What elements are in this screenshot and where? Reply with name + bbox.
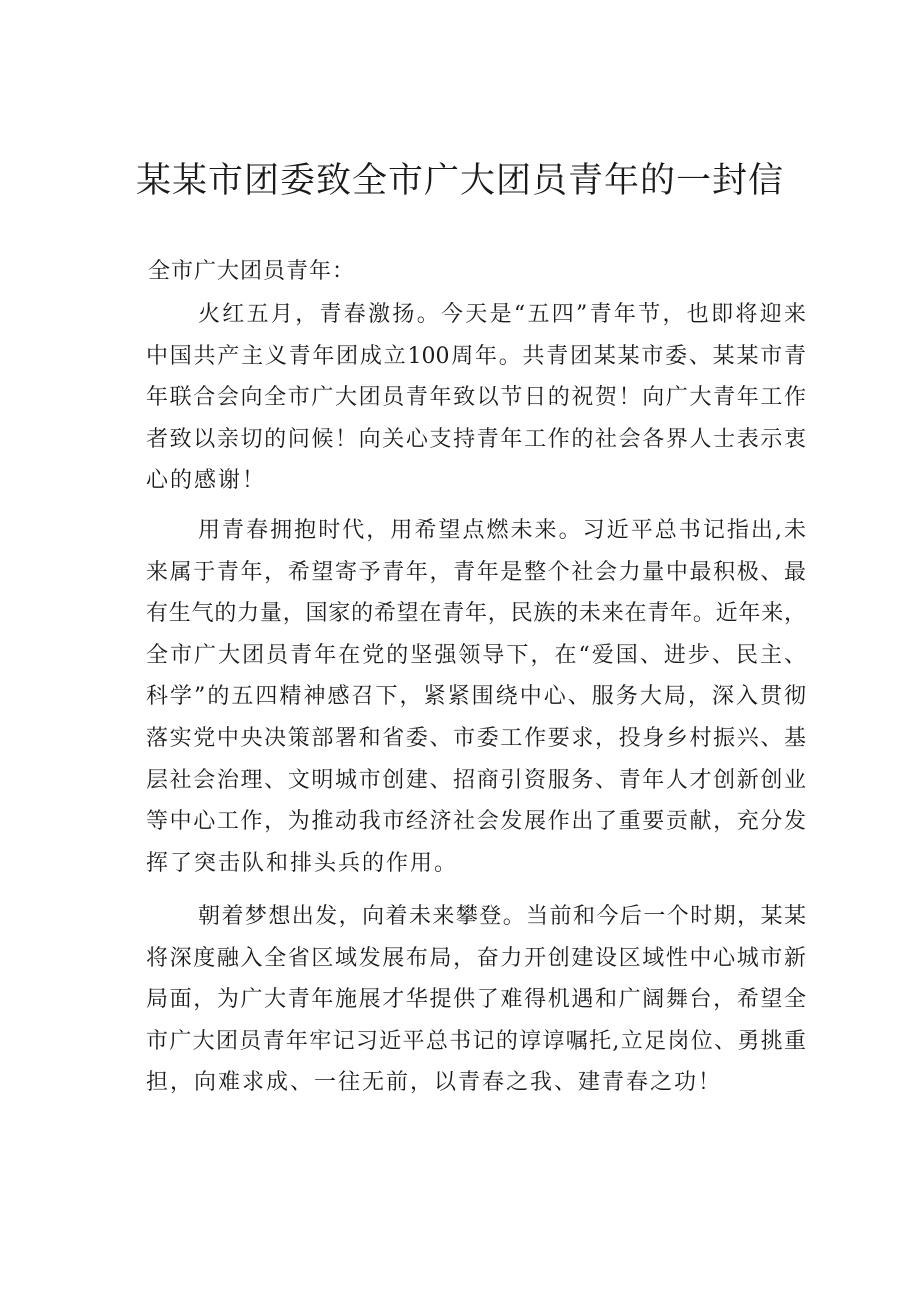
paragraph-line: 挥了突击队和排头兵的作用。 bbox=[146, 850, 459, 876]
paragraph-line: 中国共产主义青年团成立100周年。共青团某某市委、某某市青 bbox=[146, 343, 806, 369]
paragraph-line: 者致以亲切的问候！向关心支持青年工作的社会各界人士表示衷 bbox=[146, 426, 806, 452]
document-title: 某某市团委致全市广大团员青年的一封信 bbox=[135, 161, 784, 201]
paragraph-line: 年联合会向全市广大团员青年致以节日的祝贺！向广大青年工作 bbox=[146, 385, 806, 411]
paragraph-line: 等中心工作，为推动我市经济社会发展作出了重要贡献，充分发 bbox=[146, 809, 806, 835]
paragraph-line: 来属于青年，希望寄予青年，青年是整个社会力量中最积极、最 bbox=[146, 559, 806, 585]
paragraph-line: 用青春拥抱时代，用希望点燃未来。习近平总书记指出,未 bbox=[198, 518, 806, 543]
paragraph-1 bbox=[146, 294, 806, 502]
paragraph-line: 担，向难求成、一往无前，以青春之我、建青春之功！ bbox=[146, 1070, 723, 1096]
paragraph-line: 科学”的五四精神感召下，紧紧围绕中心、服务大局，深入贯彻 bbox=[146, 684, 806, 710]
salutation: 全市广大团员青年： bbox=[148, 259, 356, 284]
paragraph-line: 层社会治理、文明城市创建、招商引资服务、青年人才创新创业 bbox=[146, 767, 806, 793]
paragraph-line: 市广大团员青年牢记习近平总书记的谆谆嘱托,立足岗位、勇挑重 bbox=[146, 1028, 806, 1054]
paragraph-3 bbox=[146, 896, 806, 1104]
paragraph-line: 全市广大团员青年在党的坚强领导下，在“爱国、进步、民主、 bbox=[146, 642, 806, 668]
paragraph-line: 有生气的力量，国家的希望在青年，民族的未来在青年。近年来， bbox=[146, 601, 806, 627]
paragraph-line: 心的感谢！ bbox=[146, 468, 267, 494]
paragraph-line: 将深度融入全省区域发展布局，奋力开创建设区域性中心城市新 bbox=[146, 945, 806, 971]
paragraph-2 bbox=[146, 510, 806, 884]
paragraph-line: 局面，为广大青年施展才华提供了难得机遇和广阔舞台，希望全 bbox=[146, 987, 806, 1013]
paragraph-line: 朝着梦想出发，向着未来攀登。当前和今后一个时期，某某 bbox=[198, 904, 806, 929]
paragraph-line: 火红五月，青春激扬。今天是“五四”青年节，也即将迎来 bbox=[198, 302, 806, 327]
paragraph-line: 落实党中央决策部署和省委、市委工作要求，投身乡村振兴、基 bbox=[146, 725, 806, 751]
